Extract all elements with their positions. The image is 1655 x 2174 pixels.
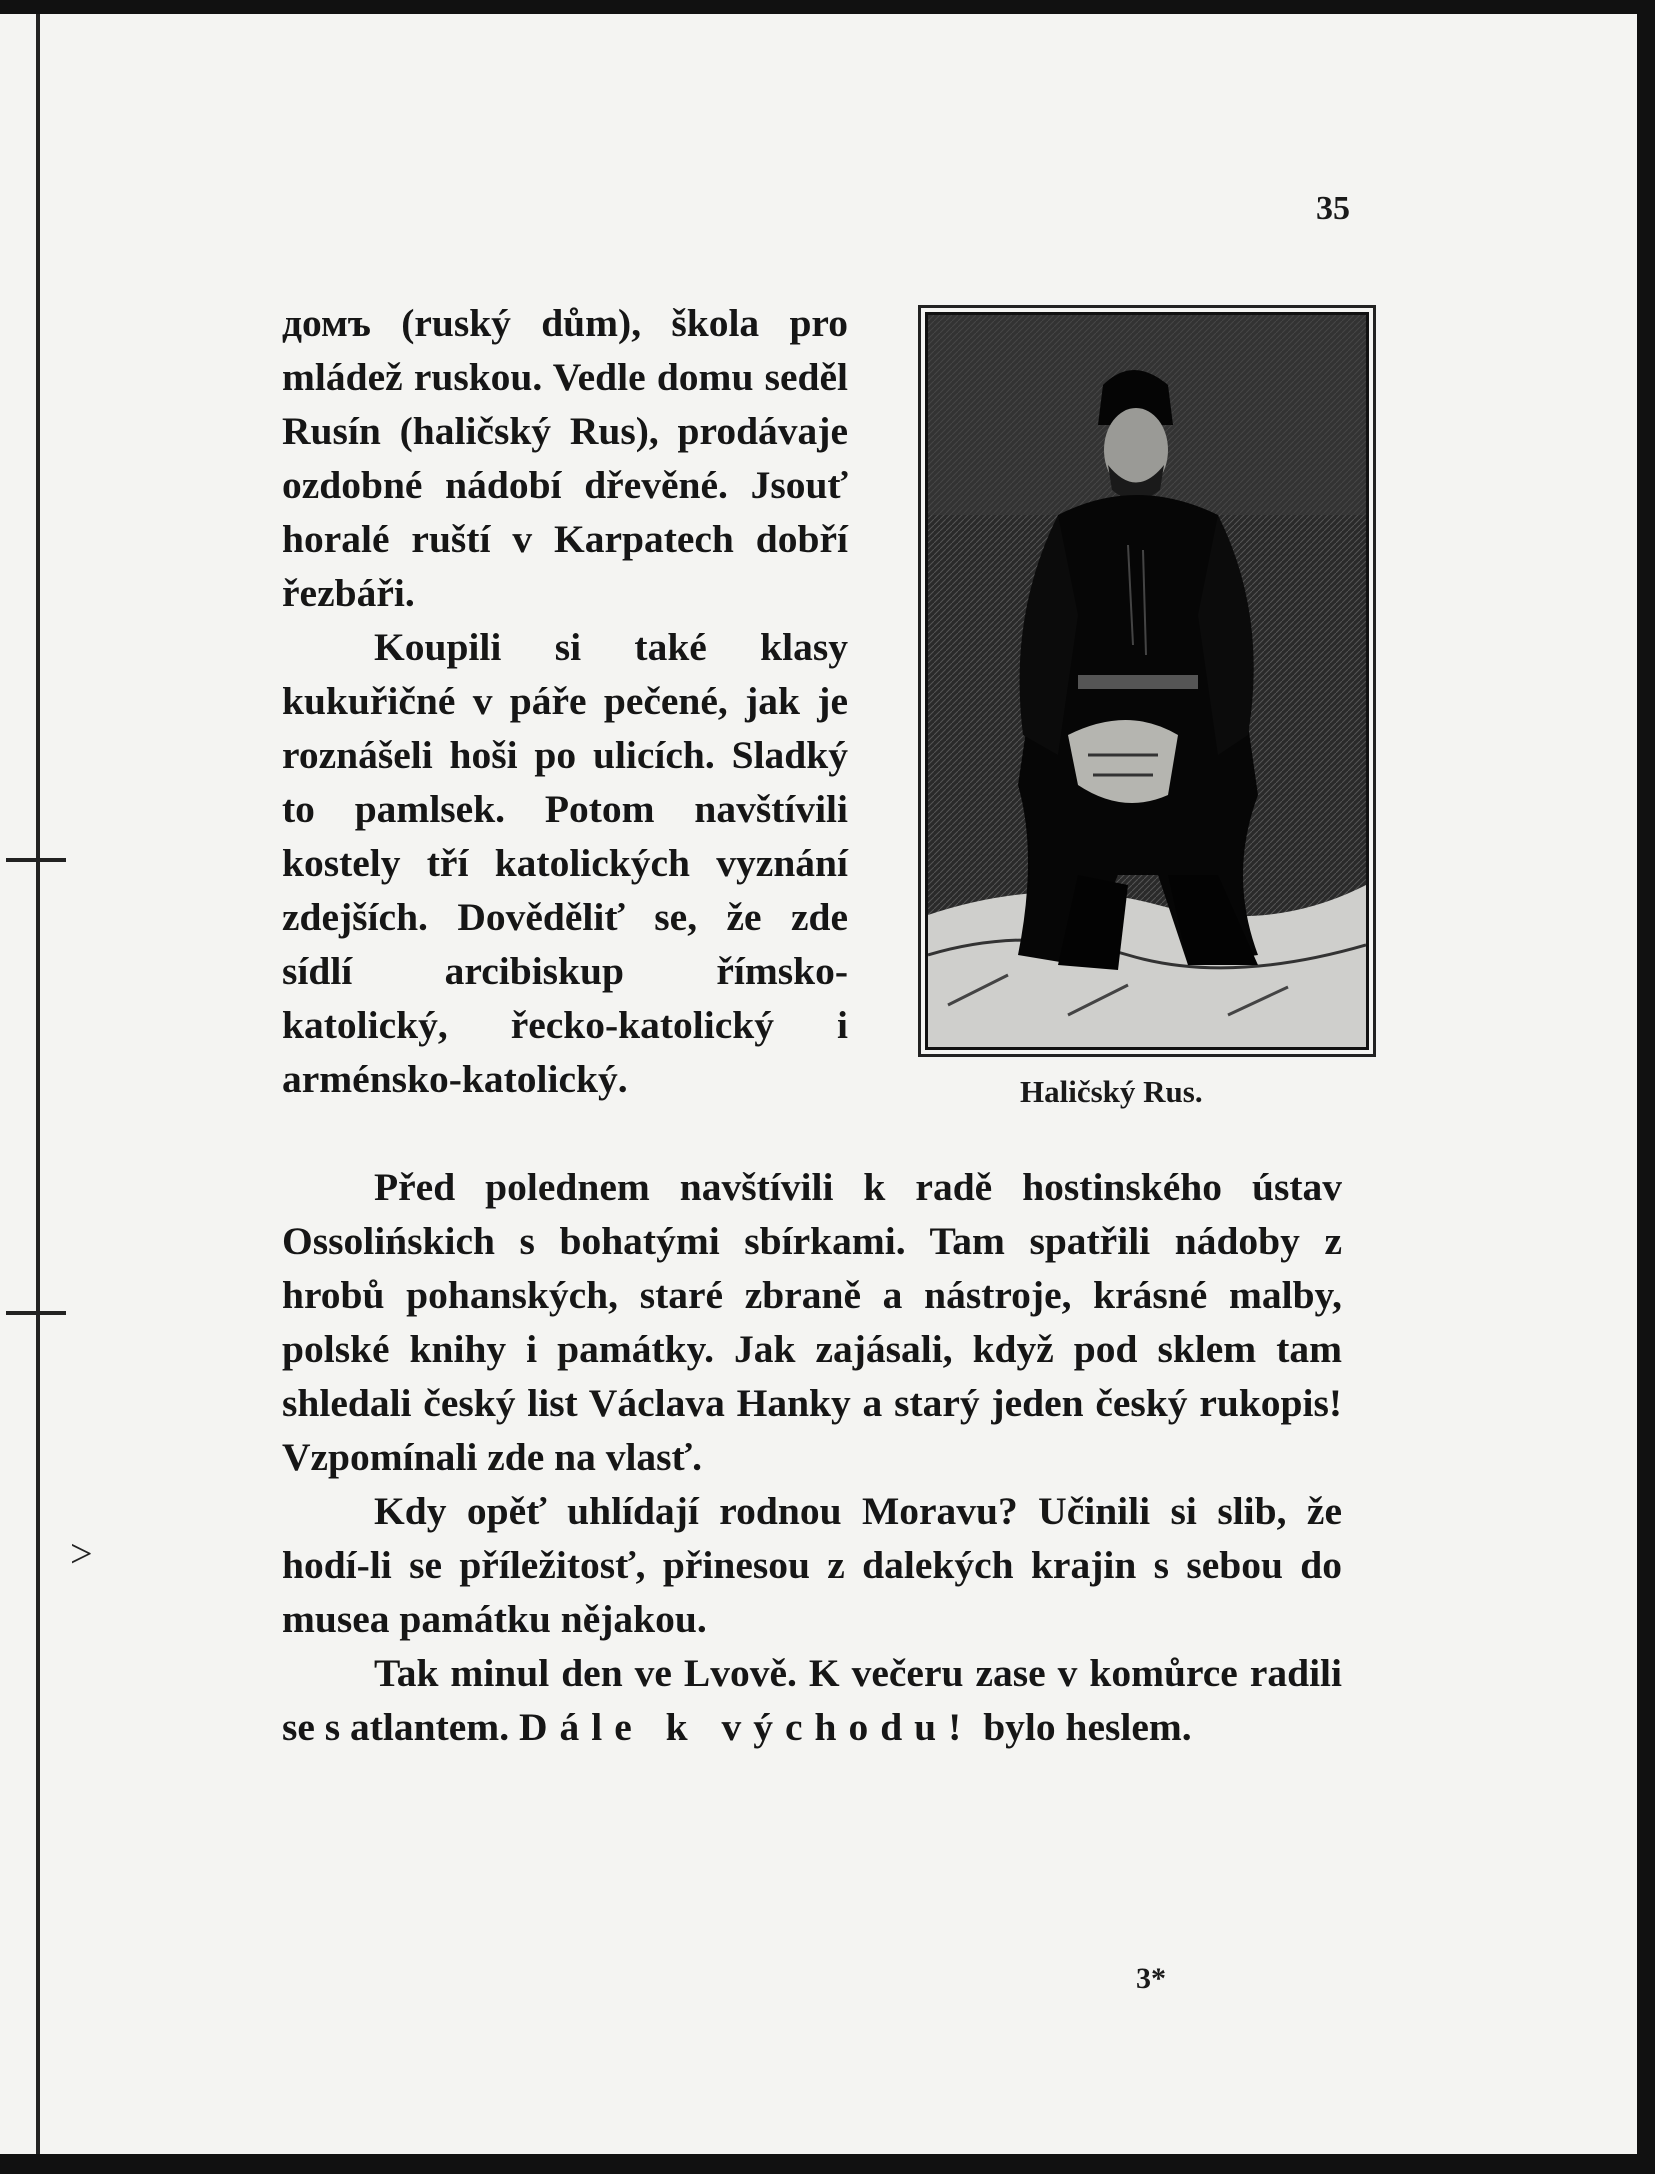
- last-paragraph-after: bylo heslem.: [983, 1705, 1192, 1749]
- paragraph: Před polednem navštívili k radě hostinského ústav Ossolińskich s bohatými sbírkami. Tam spatřili nádoby z hrobů pohanských, staré zbraně a nástroje, krásné malby, polské knihy i památky. Jak zajásali, když pod sklem tam shledali český list Václava Hanky a starý jeden český rukopis! Vzpomínali zde na vlasť.: [282, 1165, 1342, 1479]
- paragraph: Koupili si také klasy kukuřičné v páře pečené, jak je roznášeli hoši po ulicích. Sladký to pamlsek. Potom navštívili kostely tří katolických vyznání zdejších. Dověděliť se, že zde sídlí arcibiskup římsko-katolický, řecko-katolický i arménsko-katolický.: [282, 625, 848, 1101]
- binding-mark: [6, 858, 66, 862]
- woodcut-figure-image: [928, 315, 1366, 1047]
- binding-line: [36, 14, 40, 2154]
- text-column-left: [282, 296, 848, 1106]
- scan-edge-top: [0, 0, 1655, 14]
- woodcut-illustration: [925, 312, 1369, 1050]
- margin-mark: >: [70, 1531, 93, 1576]
- spaced-motto: Dále k východu!: [518, 1705, 974, 1749]
- last-paragraph-before: Tak minul den ve Lvově. K večeru zase v komůrce radili se s atlantem.: [282, 1651, 1342, 1749]
- scan-edge-bottom: [0, 2154, 1655, 2174]
- page-number: 35: [1316, 190, 1350, 227]
- signature-mark: 3*: [1136, 1962, 1166, 1995]
- binding-mark: [6, 1311, 66, 1315]
- text-column-full: [282, 1160, 1342, 1754]
- paragraph: Kdy opěť uhlídají rodnou Moravu? Učinili si slib, že hodí-li se příležitosť, přinesou z dalekých krajin s sebou do musea památku nějakou.: [282, 1489, 1342, 1641]
- paragraph: домъ (ruský dům), škola pro mládež ruskou. Vedle domu seděl Rusín (haličský Rus), prodávaje ozdobné nádobí dřevěné. Jsouť horalé ruští v Karpatech dobří řezbáři.: [282, 301, 848, 615]
- scan-edge-right: [1637, 0, 1655, 2174]
- figure-caption: Haličský Rus.: [1020, 1074, 1203, 1109]
- paragraph-last: [282, 1646, 1342, 1754]
